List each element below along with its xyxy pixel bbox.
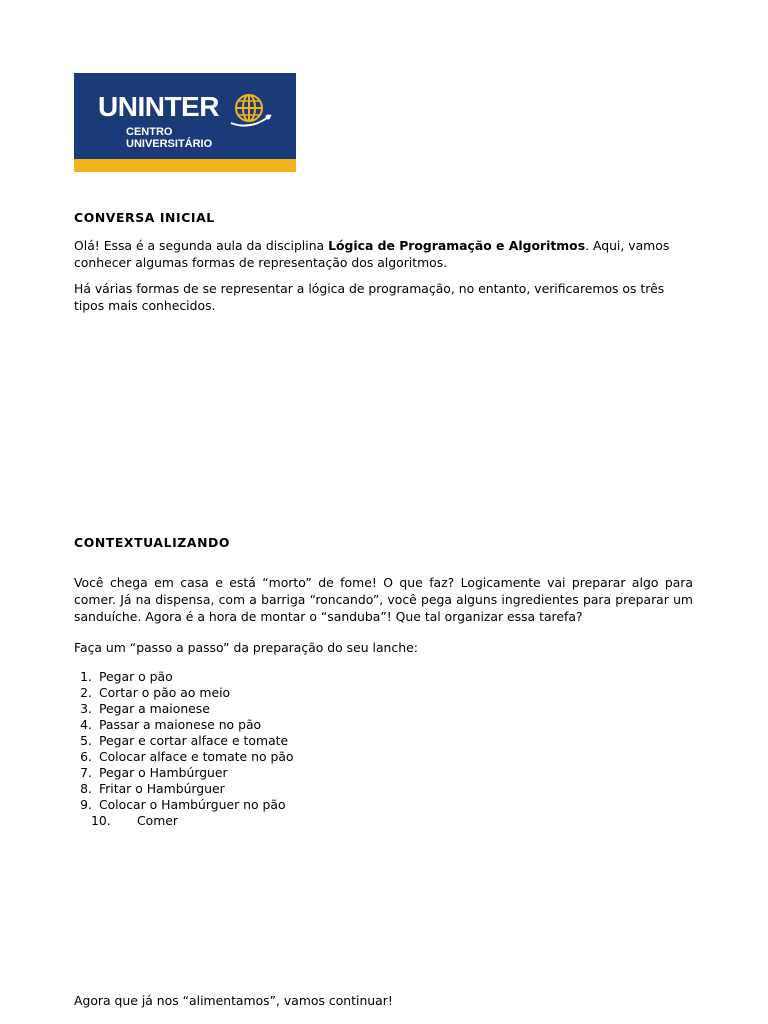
list-item: 4. Passar a maionese no pão (80, 717, 262, 732)
logo-sub-universitario: UNIVERSITÁRIO (126, 138, 213, 150)
list-item: 1. Pegar o pão (80, 669, 173, 684)
uninter-logo (74, 73, 296, 172)
sandwich-steps-list (74, 669, 294, 829)
list-item: 5. Pegar e cortar alface e tomate (80, 733, 289, 748)
intro-paragraph (74, 237, 693, 271)
list-item: 7. Pegar o Hambúrguer (80, 765, 228, 780)
context-paragraph: Você chega em casa e está “morto” de fome! O que faz? Logicamente vai preparar algo para comer. Já na dispensa, com a barriga “roncando”, você pega alguns ingredientes para preparar um sanduíche. Agora é a hora de montar o “sanduba”! Que tal organizar essa tarefa? (74, 575, 693, 624)
list-item: 2. Cortar o pão ao meio (80, 685, 231, 700)
intro-text-start: Olá! Essa é a segunda aula da disciplina (74, 238, 329, 253)
logo-brand-text: UNINTER (98, 91, 219, 122)
list-item: 3. Pegar a maionese (80, 701, 210, 716)
course-name: Lógica de Programação e Algoritmos (328, 238, 586, 253)
representation-paragraph: Há várias formas de se representar a lógica de programação, no entanto, verificaremos os três tipos mais conhecidos. (74, 281, 665, 313)
logo-sub-centro: CENTRO (126, 126, 173, 138)
globe-icon (229, 93, 273, 133)
list-item: 8. Fritar o Hambúrguer (80, 781, 225, 796)
closing-paragraph: Agora que já nos “alimentamos”, vamos continuar! (74, 993, 393, 1008)
list-item: 10. Comer (91, 813, 179, 828)
intro-text-end: . Aqui, vamos conhecer algumas formas de representação dos algoritmos. (74, 238, 670, 270)
steps-intro-paragraph: Faça um “passo a passo” da preparação do seu lanche: (74, 640, 418, 655)
list-item: 6. Colocar alface e tomate no pão (80, 749, 294, 764)
heading-conversa-inicial: CONVERSA INICIAL (74, 210, 215, 225)
list-item: 9. Colocar o Hambúrguer no pão (80, 797, 286, 812)
heading-contextualizando: CONTEXTUALIZANDO (74, 535, 231, 550)
logo-gold-stripe (74, 159, 296, 172)
